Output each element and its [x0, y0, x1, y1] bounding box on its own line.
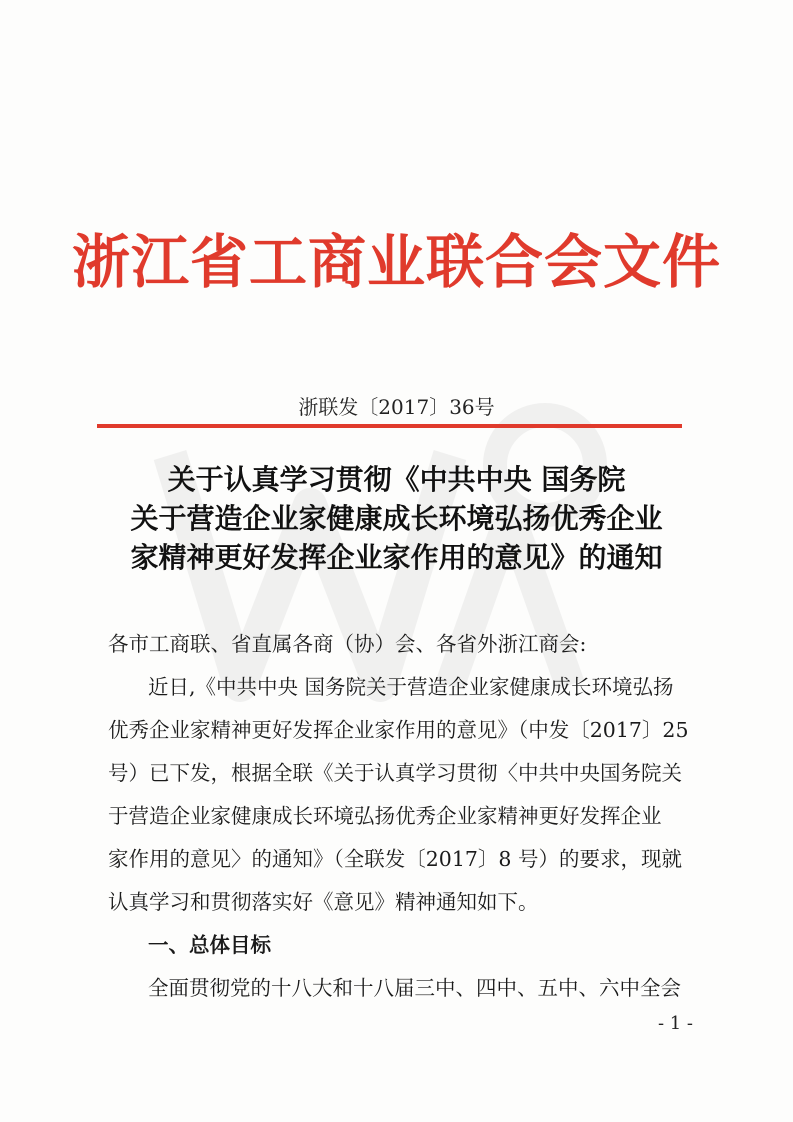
page-number: - 1 - [657, 1013, 693, 1034]
body-paragraph-line: 号）已下发，根据全联《关于认真学习贯彻〈中共中央国务院关 [108, 761, 682, 785]
notice-title-line: 关于认真学习贯彻《中共中央 国务院 [167, 463, 626, 496]
document-body [108, 623, 708, 1010]
notice-title [80, 460, 713, 577]
notice-title-line: 家精神更好发挥企业家作用的意见》的通知 [130, 541, 663, 574]
body-paragraph-line: 家作用的意见〉的通知》（全联发〔2017〕8 号）的要求，现就 [108, 847, 682, 871]
org-document-title: 浙江省工商业联合会文件 [71, 228, 721, 296]
notice-title-line: 关于营造企业家健康成长环境弘扬优秀企业 [130, 502, 663, 535]
document-number: 浙联发〔2017〕36号 [298, 395, 495, 419]
body-paragraph-line: 近日,《中共中央 国务院关于营造企业家健康成长环境弘扬 [148, 675, 674, 699]
body-paragraph-line: 认真学习和贯彻落实好《意见》精神通知如下。 [108, 890, 539, 914]
body-paragraph-line: 优秀企业家精神更好发挥企业家作用的意见》（中发〔2017〕25 [108, 718, 689, 742]
body-paragraph-line: 于营造企业家健康成长环境弘扬优秀企业家精神更好发挥企业 [108, 804, 662, 828]
body-paragraph-line: 全面贯彻党的十八大和十八届三中、四中、五中、六中全会 [148, 976, 681, 1000]
section-heading: 一、总体目标 [148, 933, 271, 957]
red-divider-rule [97, 424, 682, 428]
salutation: 各市工商联、省直属各商（协）会、各省外浙江商会: [108, 632, 587, 656]
